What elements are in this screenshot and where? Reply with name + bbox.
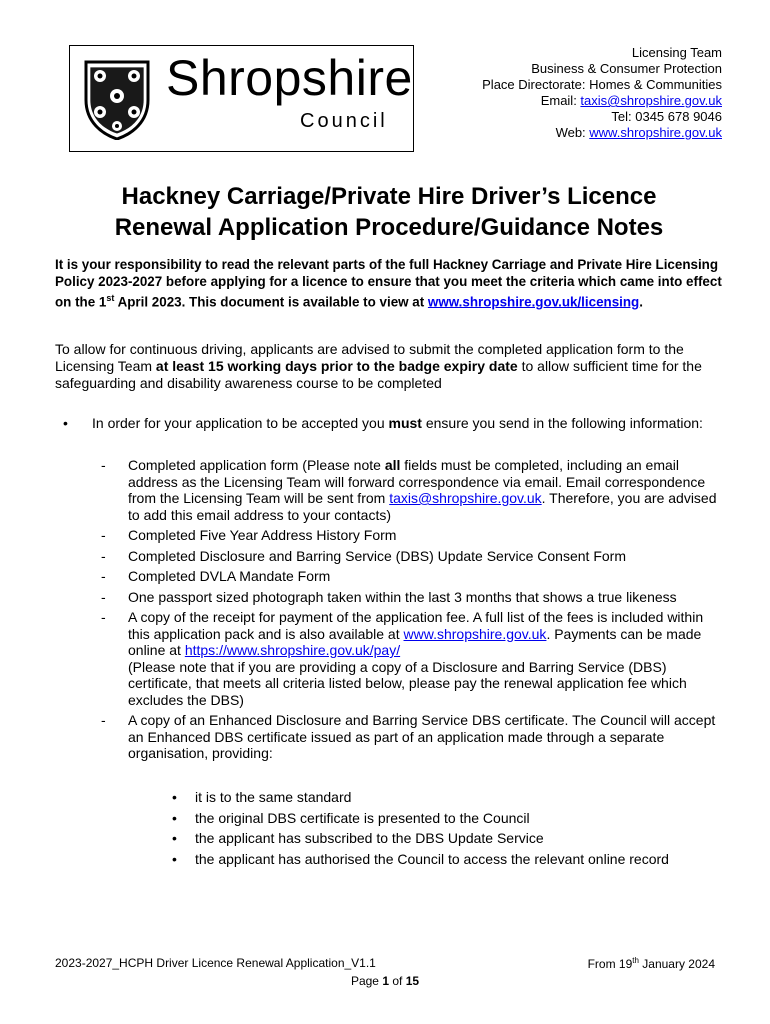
- dash-marker: -: [101, 527, 106, 543]
- main-bullet-text: [92, 415, 722, 432]
- contact-web-row: [482, 125, 722, 141]
- item-text: the original DBS certificate is presented to the Council: [195, 809, 530, 826]
- dash-marker: -: [101, 712, 106, 728]
- main-bullet-bold: must: [388, 415, 422, 431]
- list-item: [55, 527, 723, 544]
- licensing-link[interactable]: www.shropshire.gov.uk/licensing: [427, 294, 640, 310]
- intro-sup: st: [106, 293, 115, 303]
- dbs-conditions-list: [55, 789, 723, 871]
- footer-date-b: January 2024: [638, 957, 715, 971]
- title-line-1: Hackney Carriage/Private Hire Driver’s Licence: [121, 183, 657, 210]
- dash-marker: -: [101, 588, 106, 605]
- para-text-1: To allow for continuous driving, applicants are advised to submit the completed application form to the Licensing Team: [55, 341, 684, 374]
- list-item: [55, 548, 723, 565]
- item-text: . Payments can be made online at: [128, 625, 702, 658]
- dash-marker: -: [101, 457, 106, 473]
- contact-web-label: Web:: [555, 125, 590, 140]
- item-text: Completed Disclosure and Barring Service (DBS) Update Service Consent Form: [128, 547, 626, 564]
- driving-paragraph: [55, 341, 723, 392]
- item-note: (Please note that if you are providing a copy of a Disclosure and Barring Service (DBS) certificate, that meets all criteria listed below, please pay the renewal application fee which excludes the DBS): [128, 658, 687, 708]
- list-item: [55, 589, 723, 606]
- item-text: the applicant has subscribed to the DBS Update Service: [195, 830, 544, 846]
- item-text: fields must be completed, including an email address as the Licensing Team will forward correspondence via email. Email correspondence from the Licensing Team will be sent from: [128, 457, 706, 506]
- para-text-2: to allow sufficient time for the safeguarding and disability awareness course to be completed: [55, 358, 702, 391]
- list-item: [55, 789, 723, 806]
- item-bold: all: [384, 457, 401, 473]
- dash-marker: -: [101, 568, 106, 584]
- contact-service: Business & Consumer Protection: [531, 61, 722, 76]
- list-item: [55, 830, 723, 847]
- website-link[interactable]: www.shropshire.gov.uk: [403, 625, 547, 642]
- contact-team: Licensing Team: [631, 45, 722, 60]
- page-current: 1: [382, 974, 389, 988]
- footer-document-name: 2023-2027_HCPH Driver Licence Renewal Application_V1.1: [55, 956, 376, 970]
- dash-marker: -: [101, 547, 106, 564]
- list-item: [55, 712, 723, 762]
- list-item: [55, 457, 723, 523]
- footer-date-a: From 19: [587, 957, 633, 971]
- item-text: Completed Five Year Address History Form: [128, 527, 397, 543]
- requirements-list: [55, 457, 723, 766]
- item-text: Completed application form (Please note: [128, 457, 385, 473]
- email-link[interactable]: taxis@shropshire.gov.uk: [389, 490, 542, 506]
- list-item: [55, 851, 723, 868]
- intro-text-2: April 2023. This document is available to view at: [114, 294, 428, 310]
- bullet-icon: •: [172, 830, 177, 846]
- para-bold: at least 15 working days prior to the badge expiry date: [155, 358, 518, 374]
- item-text: Completed DVLA Mandate Form: [128, 568, 331, 584]
- intro-end: .: [639, 294, 643, 310]
- intro-paragraph: [55, 256, 723, 310]
- page-label: Page: [350, 974, 383, 988]
- list-item: [55, 810, 723, 827]
- coat-of-arms-icon: [84, 60, 150, 140]
- footer-date-sup: th: [632, 956, 639, 965]
- page-of: of: [389, 974, 406, 988]
- title-line-2: Renewal Application Procedure/Guidance Notes: [114, 214, 664, 241]
- item-text: the applicant has authorised the Council to access the relevant online record: [195, 850, 669, 867]
- main-bullet-text-1: In order for your application to be accepted you: [92, 415, 389, 431]
- bullet-icon: •: [63, 415, 68, 431]
- item-text: A copy of the receipt for payment of the application fee. A full list of the fees is included within this application pack and is also available at: [128, 609, 704, 642]
- contact-email-label: Email:: [540, 93, 581, 108]
- page-title: [59, 181, 719, 243]
- contact-web-link[interactable]: www.shropshire.gov.uk: [589, 125, 722, 140]
- contact-directorate: Place Directorate: Homes & Communities: [482, 77, 722, 92]
- logo-sub: Council: [300, 110, 388, 132]
- bullet-icon: •: [172, 850, 177, 867]
- intro-text-1: It is your responsibility to read the relevant parts of the full Hackney Carriage and Private Hire Licensing Policy 2023-2027 before applying for a licence to ensure that you meet the criteria which came into effect on the 1: [55, 257, 722, 310]
- logo-name: Shropshire: [166, 50, 413, 106]
- bullet-icon: •: [172, 809, 177, 826]
- contact-email-row: [482, 93, 722, 109]
- item-text: One passport sized photograph taken within the last 3 months that shows a true likeness: [128, 588, 677, 605]
- dash-marker: -: [101, 609, 106, 625]
- item-text: A copy of an Enhanced Disclosure and Barring Service DBS certificate. The Council will accept an Enhanced DBS certificate issued as part of an application made through a separate organisation, providing:: [128, 712, 716, 761]
- contact-block: [482, 45, 722, 141]
- contact-tel: Tel: 0345 678 9046: [611, 109, 722, 124]
- item-text: it is to the same standard: [195, 789, 352, 805]
- main-bullet-text-2: ensure you send in the following information:: [421, 415, 703, 431]
- footer-page-number: [0, 974, 770, 988]
- pay-link[interactable]: https://www.shropshire.gov.uk/pay/: [184, 642, 401, 658]
- list-item: [55, 568, 723, 585]
- footer-date: [588, 956, 715, 971]
- bullet-icon: •: [172, 789, 177, 805]
- page-total: 15: [405, 974, 420, 988]
- shropshire-council-logo: [69, 45, 414, 152]
- contact-email-link[interactable]: taxis@shropshire.gov.uk: [580, 93, 722, 108]
- item-text: . Therefore, you are advised to add this email address to your contacts): [128, 490, 717, 523]
- list-item: [55, 609, 723, 708]
